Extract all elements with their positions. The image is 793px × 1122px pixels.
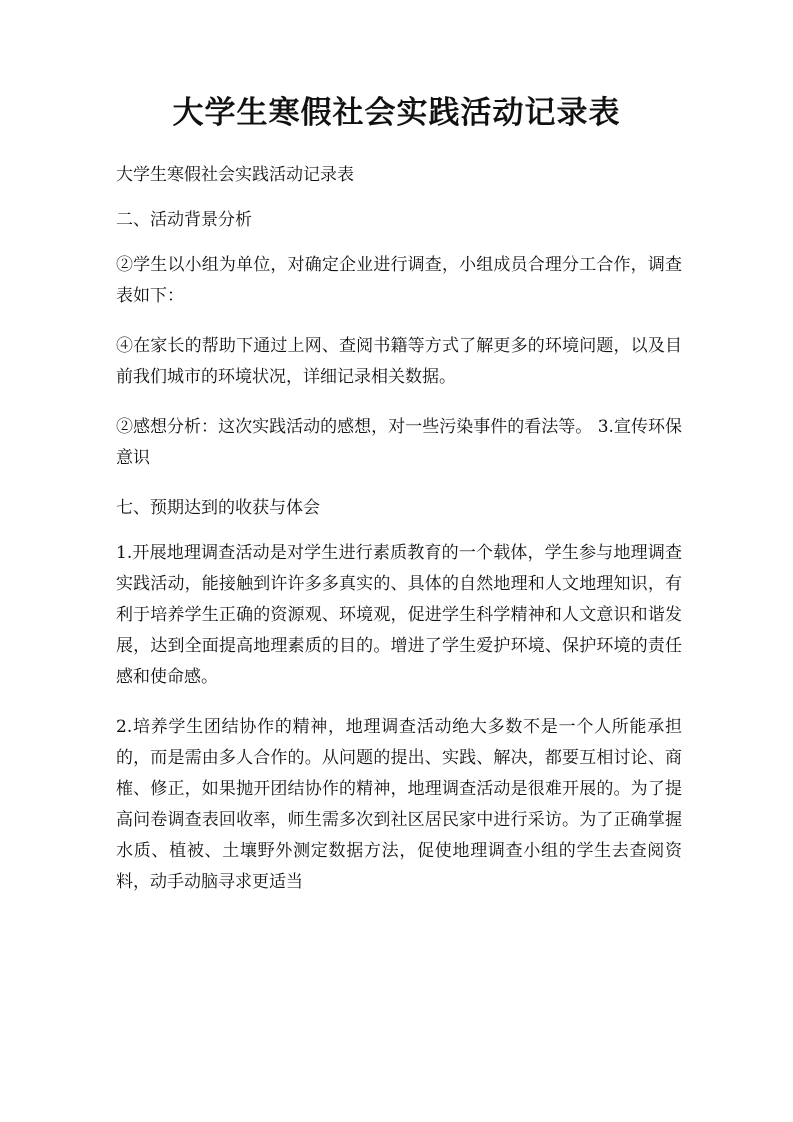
paragraph-outcome-2: 2.培养学生团结协作的精神，地理调查活动绝大多数不是一个人所能承担的，而是需由多人合作的。从问题的提出、实践、解决，都要互相讨论、商榷、修正，如果抛开团结协作的精神，地理调查活动是很难开展的。为了提高问卷调查表回收率，师生需多次到社区居民家中进行采访。为了正确掌握水质、植被、土壤野外测定数据方法，促使地理调查小组的学生去查阅资料，动手动脑寻求更适当 <box>116 717 682 892</box>
paragraph-reflection: ②感想分析：这次实践活动的感想，对一些污染事件的看法等。 3.宣传环保意识 <box>116 417 682 468</box>
document-title: 大学生寒假社会实践活动记录表 <box>172 95 621 131</box>
paragraph-research: ④在家长的帮助下通过上网、查阅书籍等方式了解更多的环境问题，以及目前我们城市的环境状况，详细记录相关数据。 <box>116 336 682 387</box>
document-body <box>116 160 682 917</box>
section-heading-background: 二、活动背景分析 <box>116 210 252 230</box>
paragraph-outcome-1: 1.开展地理调查活动是对学生进行素质教育的一个载体，学生参与地理调查实践活动，能接触到许许多多真实的、具体的自然地理和人文地理知识，有利于培养学生正确的资源观、环境观，促进学生科学精神和人文意识和谐发展，达到全面提高地理素质的目的。增进了学生爱护环境、保护环境的责任感和使命感。 <box>116 543 682 687</box>
paragraph-survey: ②学生以小组为单位，对确定企业进行调查，小组成员合理分工合作，调查表如下： <box>116 255 682 306</box>
section-heading-outcomes: 七、预期达到的收获与体会 <box>116 498 320 518</box>
paragraph-subtitle: 大学生寒假社会实践活动记录表 <box>116 165 354 185</box>
